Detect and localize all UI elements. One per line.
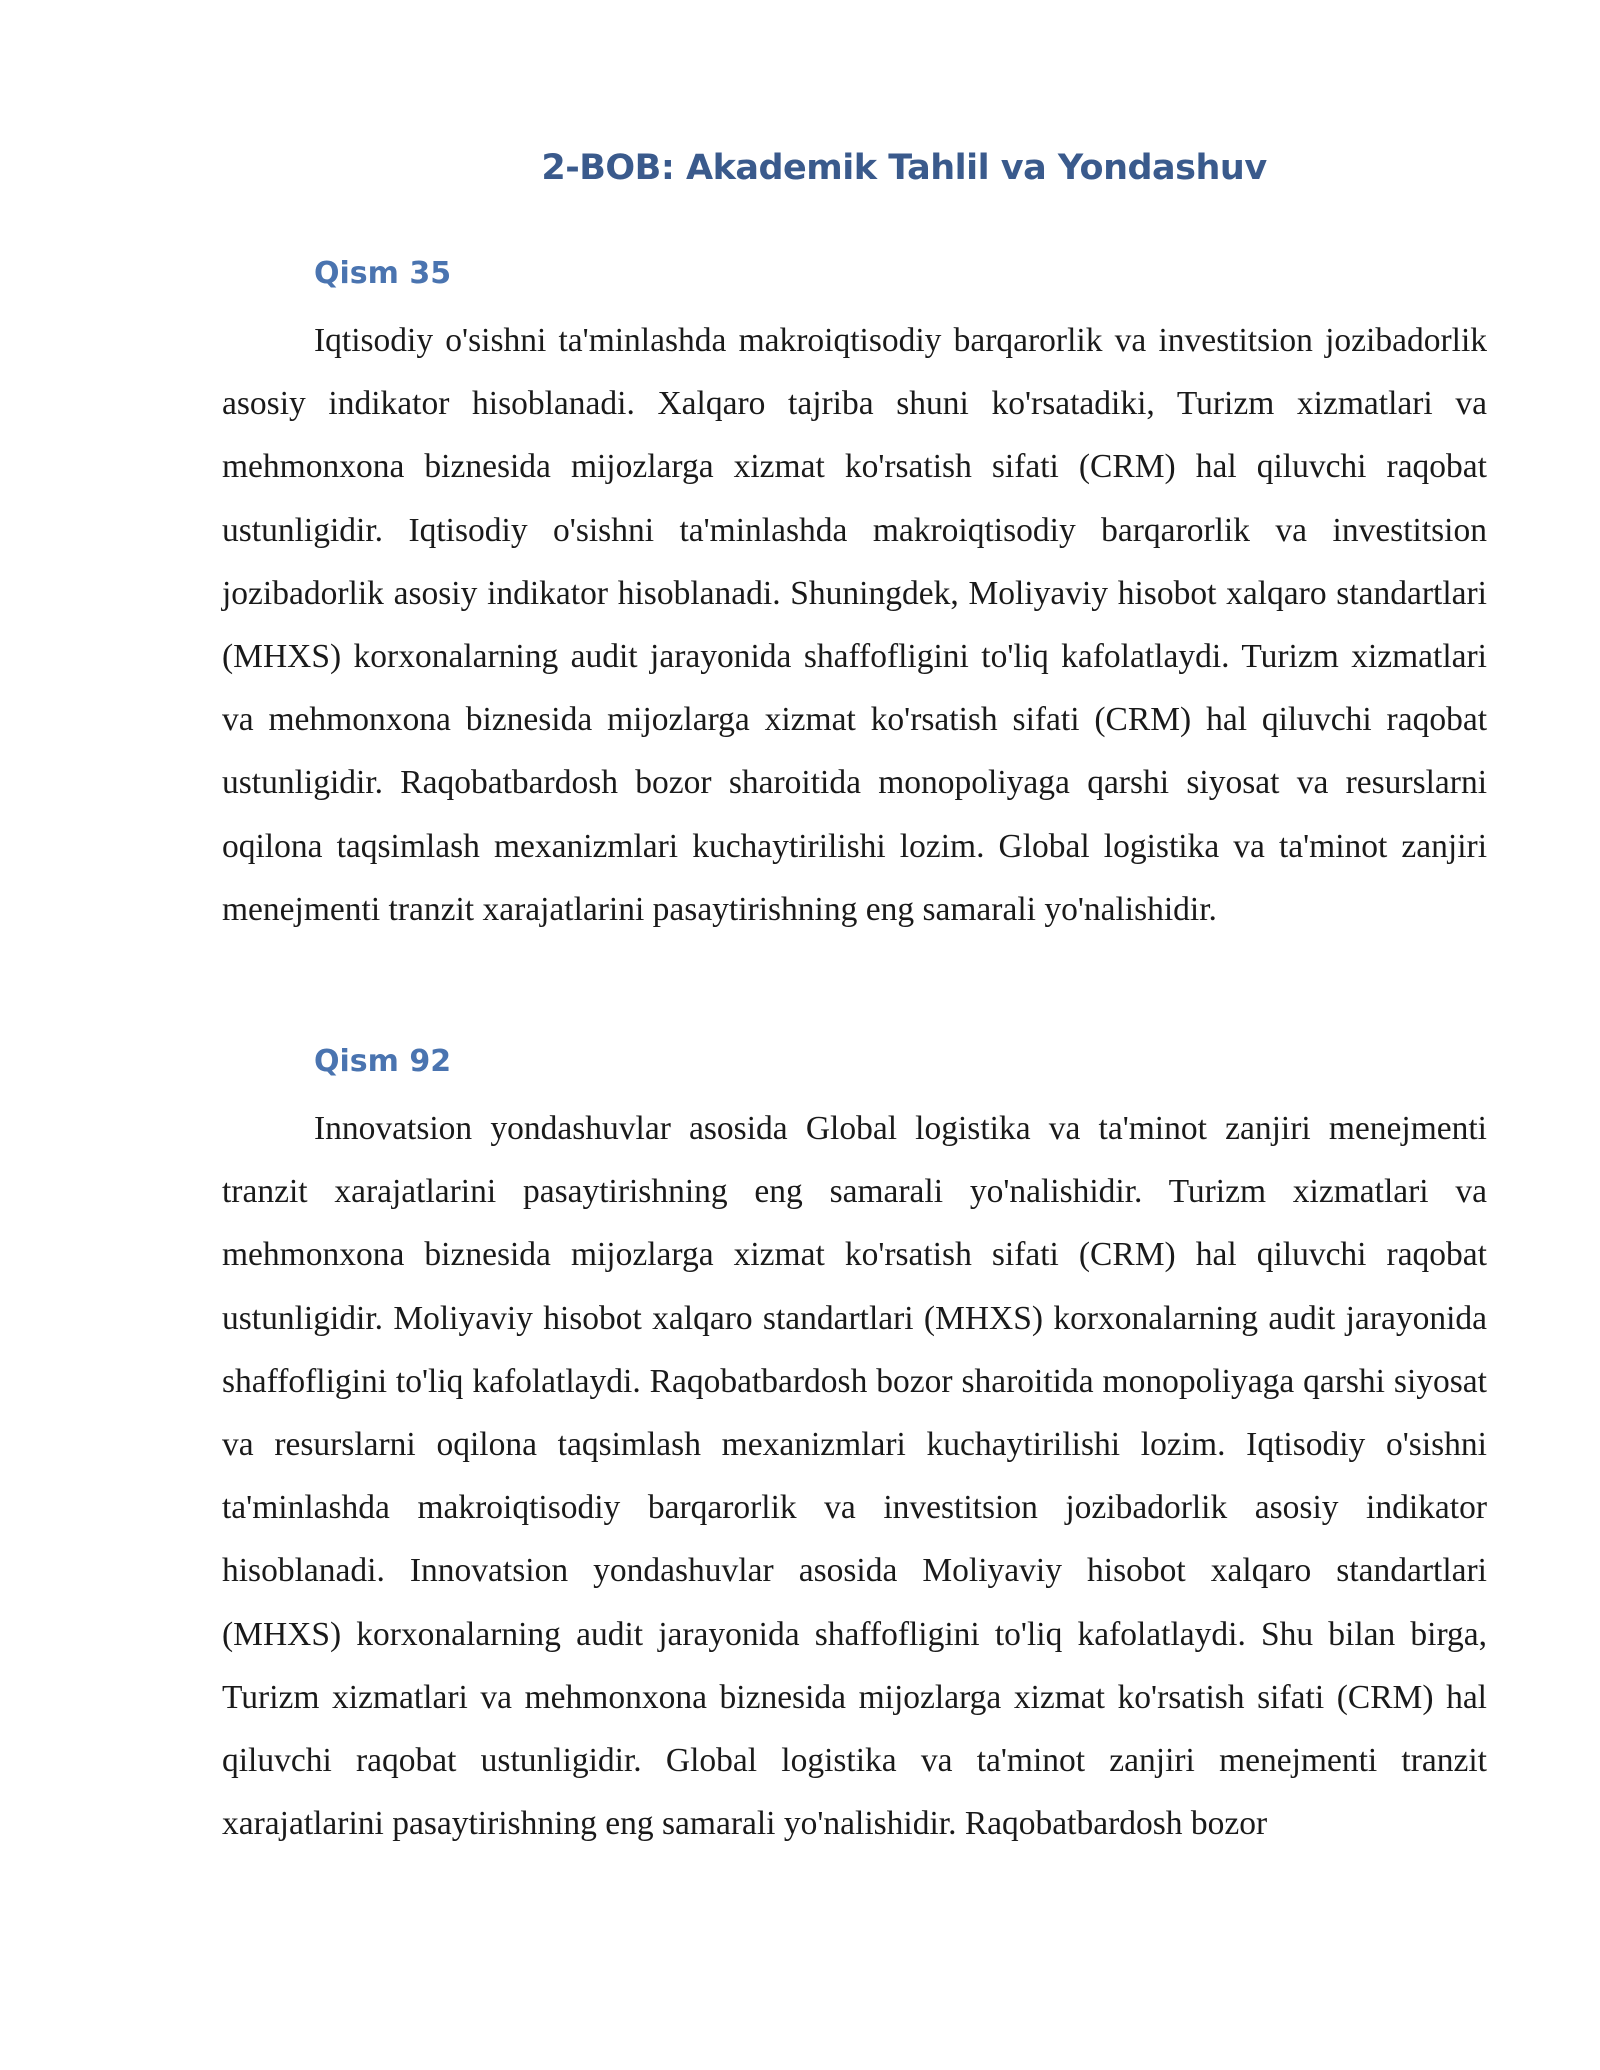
chapter-title: 2-BOB: Akademik Tahlil va Yondashuv xyxy=(541,148,1267,188)
section-heading-qism-92: Qism 92 xyxy=(314,1044,452,1079)
section-paragraph-qism-92: Innovatsion yondashuvlar asosida Global logistika va ta'minot zanjiri menejmenti tranzit xarajatlarini pasaytirishning eng samarali yo'nalishidir. Turizm xizmatlari va mehmonxona biznesida mijozlarga xizmat ko'rsatish sifati (CRM) hal qiluvchi raqobat ustunligidir. Moliyaviy hisobot xalqaro standartlari (MHXS) korxonalarning audit jarayonida shaffofligini to'liq kafolatlaydi. Raqobatbardosh bozor sharoitida monopoliyaga qarshi siyosat va resurslarni oqilona taqsimlash mexanizmlari kuchaytirilishi lozim. Iqtisodiy o'sishni ta'minlashda makroiqtisodiy barqarorlik va investitsion jozibadorlik asosiy indikator hisoblanadi. Innovatsion yondashuvlar asosida Moliyaviy hisobot xalqaro standartlari (MHXS) korxonalarning audit jarayonida shaffofligini to'liq kafolatlaydi. Shu bilan birga, Turizm xizmatlari va mehmonxona biznesida mijozlarga xizmat ko'rsatish sifati (CRM) hal qiluvchi raqobat ustunligidir. Global logistika va ta'minot zanjiri menejmenti tranzit xarajatlarini pasaytirishning eng samarali yo'nalishidir. Raqobatbardosh bozor xyxy=(222,1110,1487,1843)
section-paragraph-qism-35: Iqtisodiy o'sishni ta'minlashda makroiqtisodiy barqarorlik va investitsion jozibadorlik asosiy indikator hisoblanadi. Xalqaro tajriba shuni ko'rsatadiki, Turizm xizmatlari va mehmonxona biznesida mijozlarga xizmat ko'rsatish sifati (CRM) hal qiluvchi raqobat ustunligidir. Iqtisodiy o'sishni ta'minlashda makroiqtisodiy barqarorlik va investitsion jozibadorlik asosiy indikator hisoblanadi. Shuningdek, Moliyaviy hisobot xalqaro standartlari (MHXS) korxonalarning audit jarayonida shaffofligini to'liq kafolatlaydi. Turizm xizmatlari va mehmonxona biznesida mijozlarga xizmat ko'rsatish sifati (CRM) hal qiluvchi raqobat ustunligidir. Raqobatbardosh bozor sharoitida monopoliyaga qarshi siyosat va resurslarni oqilona taqsimlash mexanizmlari kuchaytirilishi lozim. Global logistika va ta'minot zanjiri menejmenti tranzit xarajatlarini pasaytirishning eng samarali yo'nalishidir. xyxy=(222,322,1487,928)
section-heading-qism-35: Qism 35 xyxy=(314,256,452,291)
